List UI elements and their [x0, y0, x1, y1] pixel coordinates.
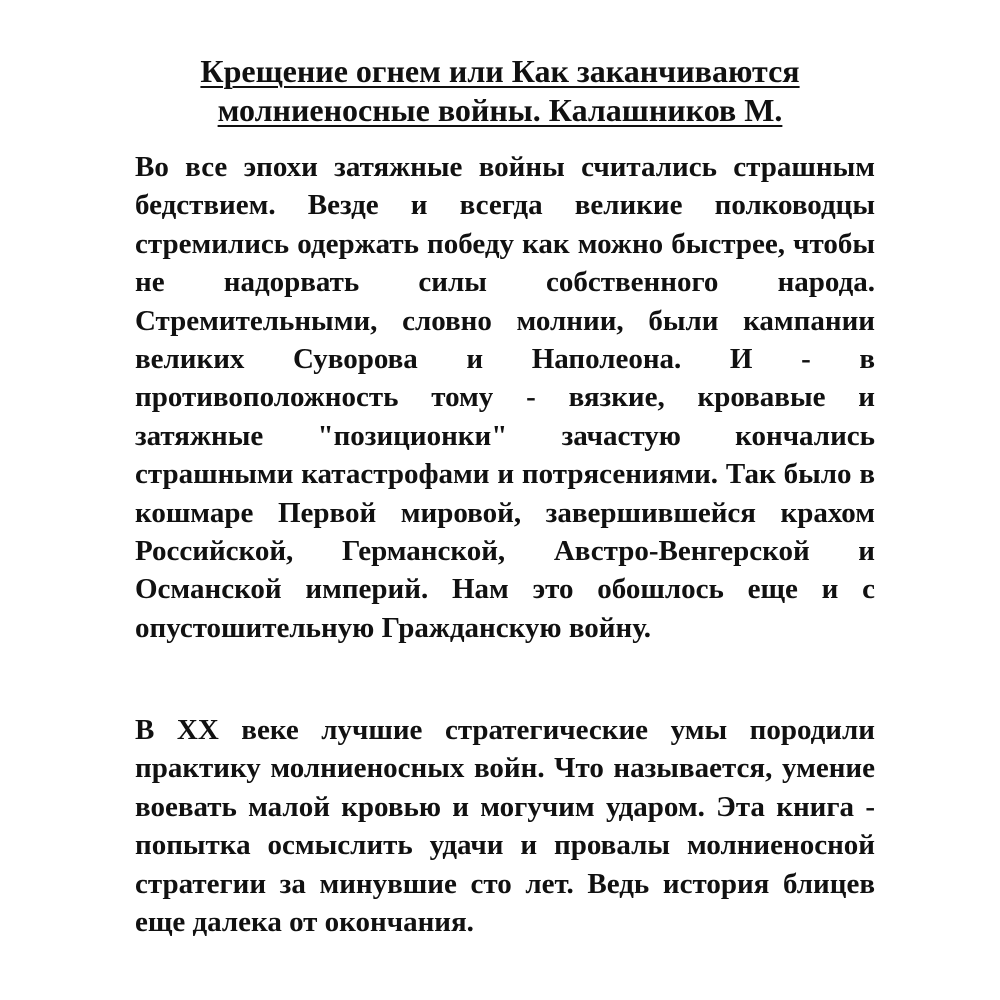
paragraph-2: В XX веке лучшие стратегические умы породили практику молниеносных войн. Что называется, умение воевать малой кровью и могучим ударом. Эта книга - попытка осмыслить удачи и провалы молниеносной стратегии за минувшие сто лет. Ведь история блицев еще далека от окончания. — [135, 714, 875, 939]
paragraph-1: Во все эпохи затяжные войны считались страшным бедствием. Везде и всегда великие полководцы стремились одержать победу как можно быстрее, чтобы не надорвать силы собственного народа. Стремительными, словно молнии, были кампании великих Суворова и Наполеона. И - в противоположность тому - вязкие, кровавые и затяжные "позиционки" зачастую кончались страшными катастрофами и потрясениями. Так было в кошмаре Первой мировой, завершившейся крахом Российской, Германской, Австро-Венгерской и Османской империй. Нам это обошлось еще и с опустошительную Гражданскую войну. — [135, 151, 875, 644]
document-title: Крещение огнем или Как заканчиваются молниеносные войны. Калашников М. — [200, 53, 800, 128]
